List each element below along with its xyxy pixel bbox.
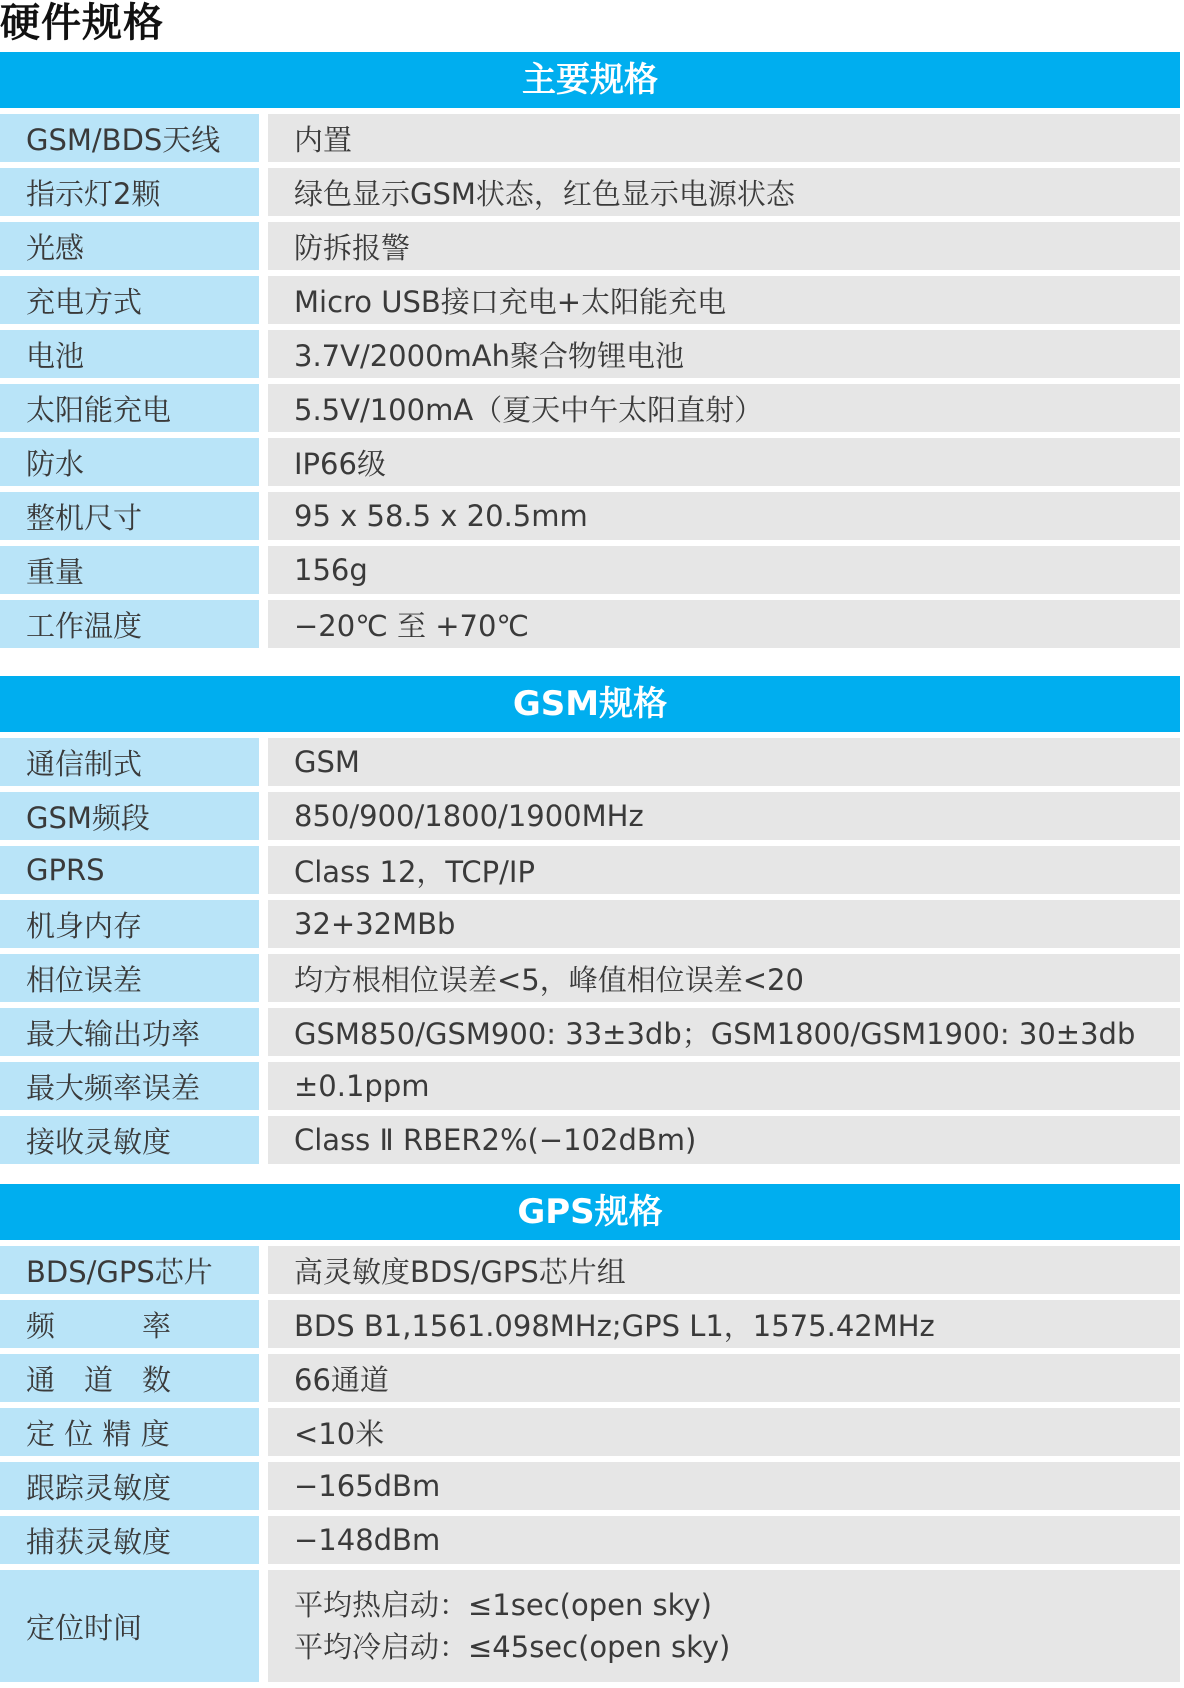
spec-value: −148dBm <box>268 1516 1180 1564</box>
spec-row <box>0 384 1180 432</box>
spec-label: 整机尺寸 <box>0 492 259 540</box>
spec-row <box>0 738 1180 786</box>
spec-label: 太阳能充电 <box>0 384 259 432</box>
section-header: 主要规格 <box>0 52 1180 108</box>
spec-value: 66通道 <box>268 1354 1180 1402</box>
spec-row <box>0 438 1180 486</box>
spec-value: −20℃ 至 +70℃ <box>268 600 1180 648</box>
spec-row <box>0 330 1180 378</box>
spec-value: 绿色显示GSM状态，红色显示电源状态 <box>268 168 1180 216</box>
spec-value: −165dBm <box>268 1462 1180 1510</box>
spec-value: 32+32MBb <box>268 900 1180 948</box>
section-header: GSM规格 <box>0 676 1180 732</box>
spec-value: ±0.1ppm <box>268 1062 1180 1110</box>
spec-label: 工作温度 <box>0 600 259 648</box>
spec-label: 通信制式 <box>0 738 259 786</box>
spec-label: 相位误差 <box>0 954 259 1002</box>
spec-row <box>0 900 1180 948</box>
spec-row <box>0 1116 1180 1164</box>
spec-row <box>0 492 1180 540</box>
spec-value: GSM850/GSM900: 33±3db；GSM1800/GSM1900: 30±3db <box>268 1008 1180 1056</box>
spec-value: 156g <box>268 546 1180 594</box>
spec-label: 定位时间 <box>0 1570 259 1682</box>
spec-row <box>0 1570 1180 1682</box>
spec-label: 接收灵敏度 <box>0 1116 259 1164</box>
spec-label: GSM/BDS天线 <box>0 114 259 162</box>
spec-label: GSM频段 <box>0 792 259 840</box>
spec-value: Class 12，TCP/IP <box>268 846 1180 894</box>
spec-value: 5.5V/100mA（夏天中午太阳直射） <box>268 384 1180 432</box>
spec-row <box>0 1300 1180 1348</box>
spec-row <box>0 1062 1180 1110</box>
hot-start-line: 平均热启动：≤1sec(open sky) <box>294 1588 712 1622</box>
spec-row <box>0 276 1180 324</box>
spec-row <box>0 846 1180 894</box>
spec-row <box>0 1408 1180 1456</box>
spec-label: 重量 <box>0 546 259 594</box>
section-header: GPS规格 <box>0 1184 1180 1240</box>
spec-label: BDS/GPS芯片 <box>0 1246 259 1294</box>
spec-value: GSM <box>268 738 1180 786</box>
page-title: 硬件规格 <box>0 0 164 46</box>
spec-row <box>0 792 1180 840</box>
spec-value: BDS B1,1561.098MHz;GPS L1，1575.42MHz <box>268 1300 1180 1348</box>
spec-value: 防拆报警 <box>268 222 1180 270</box>
spec-value: IP66级 <box>268 438 1180 486</box>
spec-label: 捕获灵敏度 <box>0 1516 259 1564</box>
spec-label: 通 道 数 <box>0 1354 259 1402</box>
spec-value: 95 x 58.5 x 20.5mm <box>268 492 1180 540</box>
spec-row <box>0 168 1180 216</box>
cold-start-line: 平均冷启动：≤45sec(open sky) <box>294 1630 731 1664</box>
spec-value-lines <box>294 1584 730 1668</box>
spec-value: 均方根相位误差<5，峰值相位误差<20 <box>268 954 1180 1002</box>
main-specs-section <box>0 52 1180 654</box>
spec-row <box>0 1008 1180 1056</box>
spec-row <box>0 1354 1180 1402</box>
spec-row <box>0 222 1180 270</box>
spec-value: 3.7V/2000mAh聚合物锂电池 <box>268 330 1180 378</box>
spec-label: 防水 <box>0 438 259 486</box>
spec-value: Class Ⅱ RBER2%(−102dBm) <box>268 1116 1180 1164</box>
spec-label: 最大输出功率 <box>0 1008 259 1056</box>
spec-label: 定 位 精 度 <box>0 1408 259 1456</box>
spec-row <box>0 1246 1180 1294</box>
spec-label: 机身内存 <box>0 900 259 948</box>
spec-row <box>0 1516 1180 1564</box>
spec-label: 最大频率误差 <box>0 1062 259 1110</box>
spec-value: Micro USB接口充电+太阳能充电 <box>268 276 1180 324</box>
spec-label: 电池 <box>0 330 259 378</box>
spec-label: 频 率 <box>0 1300 259 1348</box>
gsm-specs-section <box>0 676 1180 1170</box>
spec-row <box>0 114 1180 162</box>
gps-specs-section <box>0 1184 1180 1688</box>
spec-row <box>0 546 1180 594</box>
spec-value <box>268 1570 1180 1682</box>
spec-row <box>0 954 1180 1002</box>
spec-row <box>0 1462 1180 1510</box>
spec-value: 850/900/1800/1900MHz <box>268 792 1180 840</box>
spec-label: 跟踪灵敏度 <box>0 1462 259 1510</box>
spec-label: GPRS <box>0 846 259 894</box>
spec-value: <10米 <box>268 1408 1180 1456</box>
spec-label: 指示灯2颗 <box>0 168 259 216</box>
spec-value: 高灵敏度BDS/GPS芯片组 <box>268 1246 1180 1294</box>
spec-label: 光感 <box>0 222 259 270</box>
spec-row <box>0 600 1180 648</box>
spec-label: 充电方式 <box>0 276 259 324</box>
spec-value: 内置 <box>268 114 1180 162</box>
